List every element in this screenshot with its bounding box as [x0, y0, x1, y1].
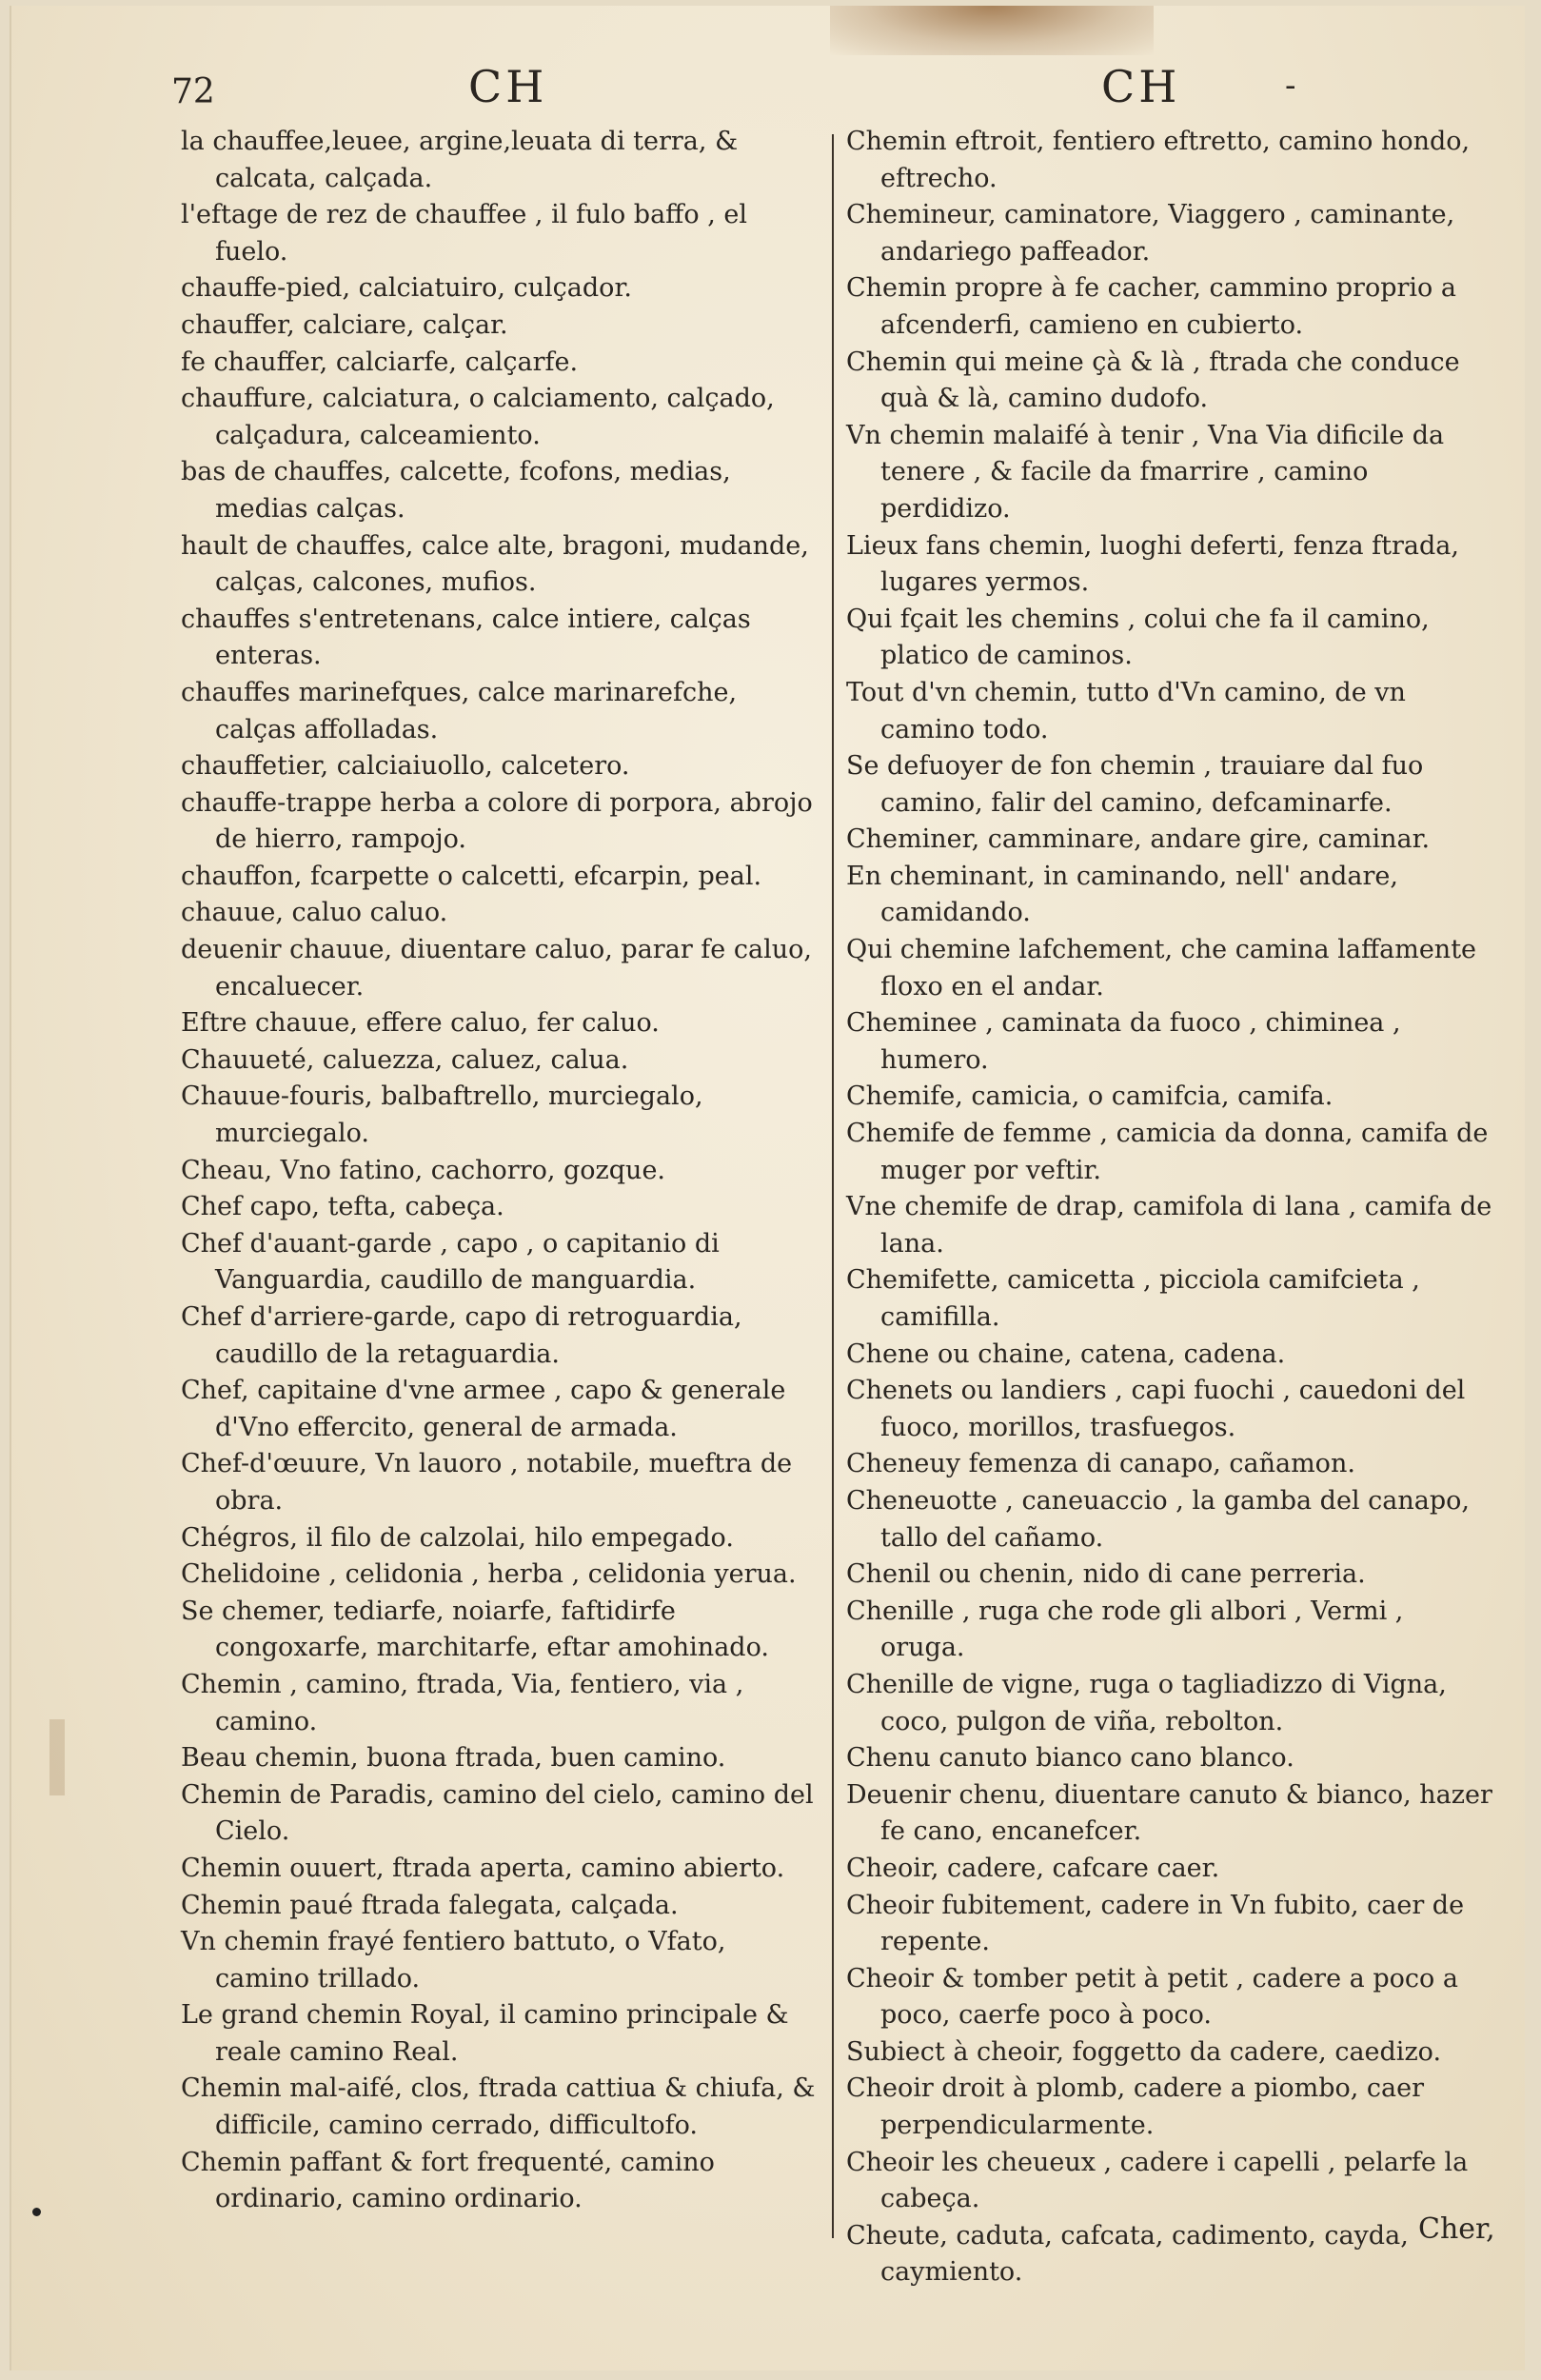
dictionary-entry: Cheminer, camminare, andare gire, caminar.: [846, 824, 1431, 855]
dictionary-entry: Le grand chemin Royal, il camino principale & reale camino Real.: [181, 2000, 789, 2067]
right-column: [846, 124, 1493, 2291]
dictionary-entry: Chenets ou landiers , capi fuochi , cauedoni del fuoco, morillos, trasfuegos.: [846, 1376, 1466, 1442]
dictionary-entry: Chemin propre à fe cacher, cammino proprio a afcenderfi, camieno en cubierto.: [846, 273, 1456, 340]
dictionary-entry: Qui fçait les chemins , colui che fa il camino, platico de caminos.: [846, 604, 1430, 671]
dictionary-entry: Cheau, Vno fatino, cachorro, gozque.: [181, 1155, 666, 1185]
dictionary-entry: hault de chauffes, calce alte, bragoni, mudande, calças, calcones, mufios.: [181, 530, 809, 598]
dictionary-entry: Chemin qui meine çà & là , ftrada che conduce quà & là, camino dudofo.: [846, 347, 1460, 414]
dictionary-entry: chauffes marinefques, calce marinarefche, calças affolladas.: [181, 677, 738, 744]
dictionary-entry: Chemin de Paradis, camino del cielo, camino del Cielo.: [181, 1779, 814, 1847]
dictionary-entry: Chemin , camino, ftrada, Via, fentiero, via , camino.: [181, 1669, 744, 1736]
dictionary-entry: Chauueté, caluezza, caluez, calua.: [181, 1044, 629, 1075]
dictionary-entry: Qui chemine lafchement, che camina laffamente floxo en el andar.: [846, 935, 1477, 1002]
dictionary-entry: fe chauffer, calciarfe, calçarfe.: [181, 347, 579, 377]
header-dash: -: [1285, 67, 1296, 105]
dictionary-entry: Se defuoyer de fon chemin , trauiare dal fuo camino, falir del camino, defcaminarfe.: [846, 751, 1424, 818]
dictionary-entry: Beau chemin, buona ftrada, buen camino.: [181, 1743, 726, 1774]
dictionary-entry: Chemife, camicia, o camifcia, camifa.: [846, 1081, 1334, 1112]
dictionary-entry: Cheute, caduta, cafcata, cadimento, cayda, caymiento.: [846, 2220, 1409, 2288]
dictionary-entry: chauffetier, calciaiuollo, calcetero.: [181, 751, 630, 782]
dictionary-entry: Chemin mal-aifé, clos, ftrada cattiua & chiufa, & difficile, camino cerrado, difficultofo.: [181, 2073, 816, 2141]
page-number: 72: [171, 72, 215, 111]
dictionary-entry: Cheneuotte , caneuaccio , la gamba del canapo, tallo del cañamo.: [846, 1485, 1470, 1553]
dictionary-entry: Vn chemin malaifé à tenir , Vna Via dificile da tenere , & facile da fmarrire , camino perdidizo.: [846, 420, 1445, 524]
dictionary-entry: Chef-d'œuure, Vn lauoro , notabile, mueftra de obra.: [181, 1449, 793, 1516]
dictionary-entry: chauue, caluo caluo.: [181, 898, 448, 928]
dictionary-entry: Cheoir fubitement, cadere in Vn fubito, caer de repente.: [846, 1890, 1465, 1957]
dictionary-entry: Chenille de vigne, ruga o tagliadizzo di Vigna, coco, pulgon de viña, rebolton.: [846, 1669, 1447, 1736]
dictionary-entry: Subiect à cheoir, foggetto da cadere, caedizo.: [846, 2036, 1442, 2067]
dictionary-entry: Chemin paffant & fort frequenté, camino ordinario, camino ordinario.: [181, 2147, 715, 2214]
dictionary-entry: Chemineur, caminatore, Viaggero , caminante, andariego paffeador.: [846, 200, 1455, 267]
dictionary-entry: chauffer, calciare, calçar.: [181, 309, 508, 340]
dictionary-entry: l'eftage de rez de chauffee , il fulo baffo , el fuelo.: [181, 200, 747, 267]
dictionary-entry: Chelidoine , celidonia , herba , celidonia yerua.: [181, 1559, 797, 1590]
dictionary-entry: En cheminant, in caminando, nell' andare, camidando.: [846, 861, 1398, 928]
book-page: [10, 6, 1525, 2370]
dictionary-entry: Chenil ou chenin, nido di cane perreria.: [846, 1559, 1366, 1590]
dictionary-entry: Eftre chauue, effere caluo, fer caluo.: [181, 1008, 660, 1039]
dictionary-entry: Chemifette, camicetta , picciola camifcieta , camifilla.: [846, 1265, 1420, 1332]
dictionary-entry: la chauffee,leuee, argine,leuata di terra, & calcata, calçada.: [181, 127, 739, 193]
dictionary-entry: Lieux fans chemin, luoghi deferti, fenza ftrada, lugares yermos.: [846, 530, 1459, 598]
dictionary-entry: Cheoir, cadere, cafcare caer.: [846, 1853, 1220, 1883]
dictionary-entry: Tout d'vn chemin, tutto d'Vn camino, de vn camino todo.: [846, 677, 1406, 744]
dictionary-entry: Cheminee , caminata da fuoco , chiminea , humero.: [846, 1008, 1401, 1075]
dictionary-entry: chauffon, fcarpette o calcetti, efcarpin, peal.: [181, 861, 762, 891]
dictionary-entry: bas de chauffes, calcette, fcofons, medias, medias calças.: [181, 457, 731, 524]
dictionary-entry: deuenir chauue, diuentare caluo, parar fe caluo, encaluecer.: [181, 935, 812, 1002]
right-running-head: CH: [1101, 61, 1181, 112]
dictionary-entry: Chef d'arriere-garde, capo di retroguardia, caudillo de la retaguardia.: [181, 1302, 742, 1369]
dictionary-entry: Cheoir les cheueux , cadere i capelli , pelarfe la cabeça.: [846, 2147, 1469, 2214]
dictionary-entry: Cheoir & tomber petit à petit , cadere a poco a poco, caerfe poco à poco.: [846, 1963, 1458, 2031]
dictionary-entry: Chenille , ruga che rode gli albori , Vermi , oruga.: [846, 1596, 1404, 1663]
dictionary-entry: chauffe-pied, calciatuiro, culçador.: [181, 273, 632, 304]
dictionary-entry: Chef capo, tefta, cabeça.: [181, 1192, 504, 1222]
dictionary-entry: chauffes s'entretenans, calce intiere, calças enteras.: [181, 604, 751, 671]
catchword: Cher,: [1418, 2212, 1495, 2246]
dictionary-entry: Chauue-fouris, balbaftrello, murciegalo, murciegalo.: [181, 1081, 703, 1149]
dictionary-entry: Chégros, il filo de calzolai, hilo empegado.: [181, 1522, 734, 1553]
dictionary-entry: Chemife de femme , camicia da donna, camifa de muger por veftir.: [846, 1119, 1489, 1185]
dictionary-entry: Chef d'auant-garde , capo , o capitanio di Vanguardia, caudillo de manguardia.: [181, 1228, 720, 1296]
dictionary-entry: chauffure, calciatura, o calciamento, calçado, calçadura, calceamiento.: [181, 384, 775, 450]
dictionary-entry: Deuenir chenu, diuentare canuto & bianco, hazer fe cano, encanefcer.: [846, 1779, 1492, 1847]
paper-stain: [830, 6, 1154, 55]
dictionary-entry: Vn chemin frayé fentiero battuto, o Vfato, camino trillado.: [181, 1927, 726, 1993]
dictionary-entry: Cheoir droit à plomb, cadere a piombo, caer perpendicularmente.: [846, 2073, 1425, 2141]
dictionary-entry: Chene ou chaine, catena, cadena.: [846, 1339, 1286, 1369]
dictionary-entry: Vne chemife de drap, camifola di lana , camifa de lana.: [846, 1192, 1492, 1259]
dictionary-entry: Chenu canuto bianco cano blanco.: [846, 1743, 1294, 1774]
column-divider: [832, 134, 834, 2238]
dictionary-entry: Chemin eftroit, fentiero eftretto, camino hondo, eftrecho.: [846, 127, 1471, 193]
dictionary-entry: Chemin paué ftrada falegata, calçada.: [181, 1890, 679, 1920]
margin-dot: [32, 2208, 41, 2216]
left-running-head: CH: [468, 61, 548, 112]
dictionary-entry: Se chemer, tediarfe, noiarfe, faftidirfe congoxarfe, marchitarfe, eftar amohinado.: [181, 1596, 769, 1663]
dictionary-entry: chauffe-trappe herba a colore di porpora, abrojo de hierro, rampojo.: [181, 787, 813, 855]
dictionary-entry: Chemin ouuert, ftrada aperta, camino abierto.: [181, 1853, 785, 1883]
dictionary-entry: Chef, capitaine d'vne armee , capo & generale d'Vno effercito, general de armada.: [181, 1376, 786, 1442]
paper-smudge: [49, 1719, 65, 1795]
dictionary-entry: Cheneuy femenza di canapo, cañamon.: [846, 1449, 1355, 1479]
left-column: [181, 124, 823, 2218]
